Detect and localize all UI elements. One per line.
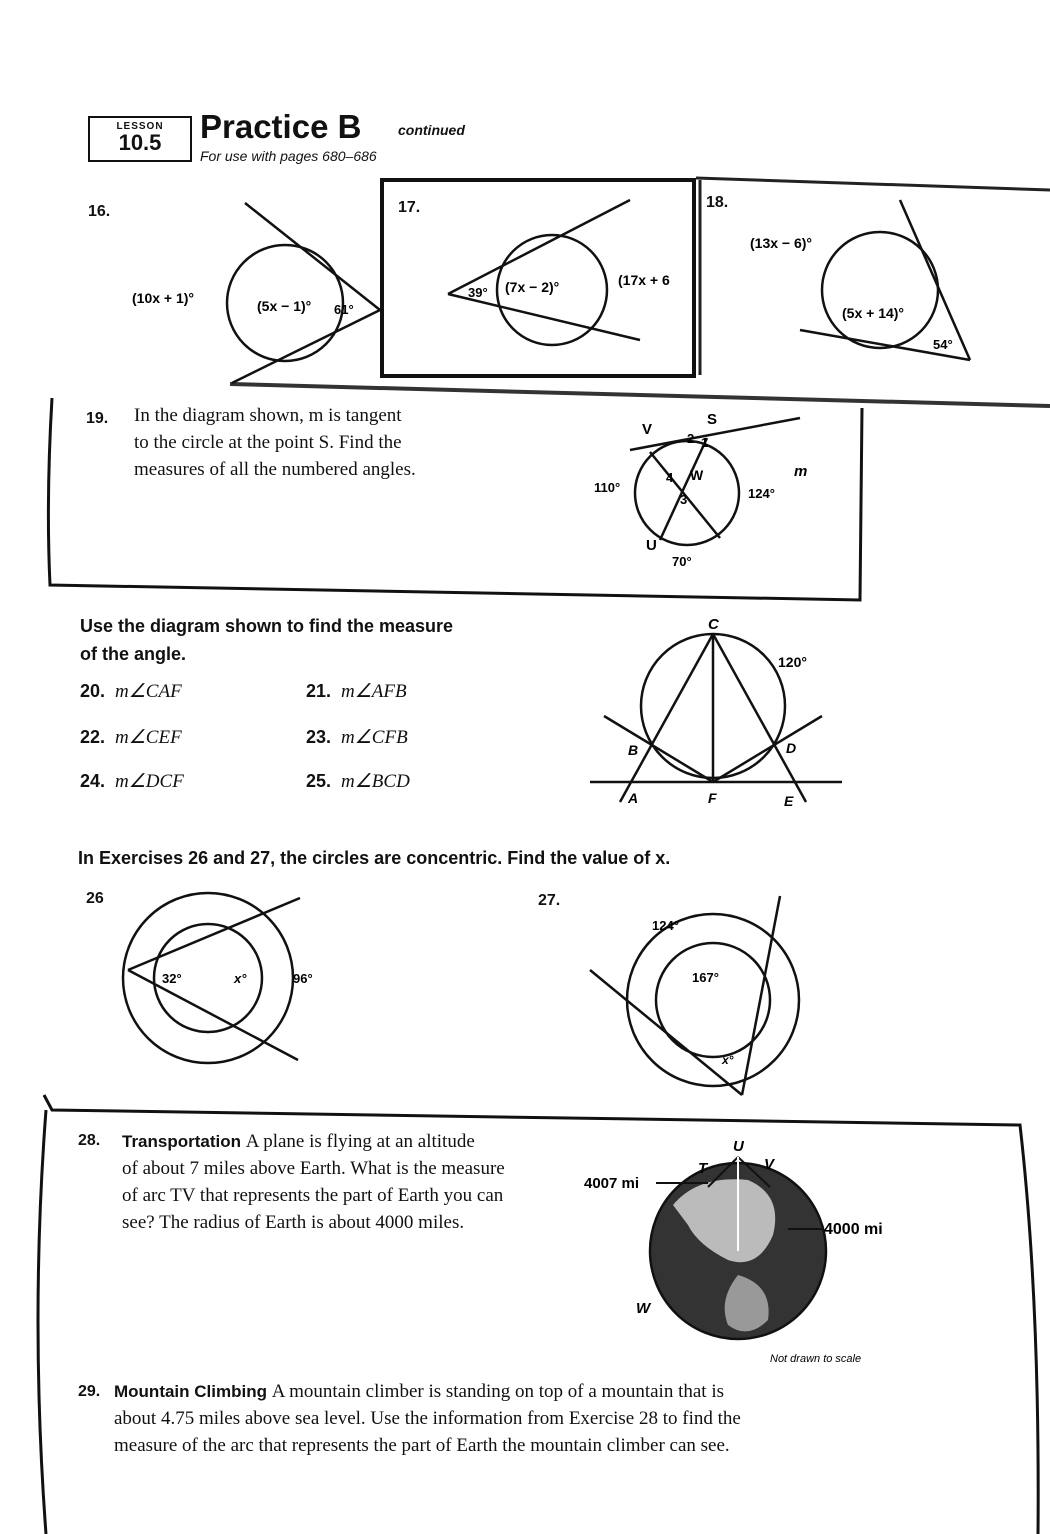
ex28-line: A plane is flying at an altitude: [245, 1131, 475, 1152]
ex17-arc-inner: (7x − 2)°: [505, 279, 560, 295]
ex29-line: measure of the arc that represents the part of Earth the mountain climber can see.: [114, 1435, 730, 1456]
ex22-text: m∠CEF: [115, 727, 182, 748]
ex20-label-e: E: [784, 793, 794, 809]
ex18-number: 18.: [706, 194, 729, 211]
ex23: [306, 726, 408, 749]
ex24-number: 24.: [80, 771, 106, 791]
ex19-diagram: [590, 400, 830, 580]
section20-instructions: [80, 612, 453, 668]
ex20-text: m∠CAF: [115, 681, 182, 702]
ex28-line: of about 7 miles above Earth. What is the measure: [122, 1158, 505, 1179]
ex29-text: [114, 1378, 864, 1459]
ex27-diagram: [580, 890, 820, 1100]
ex22: [80, 726, 182, 749]
ex17-arc-outer: (17x + 6: [618, 272, 670, 288]
lesson-label: LESSON: [116, 121, 164, 132]
ex23-text: m∠CFB: [341, 727, 408, 748]
ex28-dist-4000: 4000 mi: [824, 1221, 883, 1238]
ex19-angle-2: 2: [687, 431, 695, 446]
ex21-number: 21.: [306, 681, 332, 701]
ex28-line: of arc TV that represents the part of Earth you can: [122, 1185, 504, 1206]
ex29-heading: Mountain Climbing: [114, 1382, 267, 1401]
ex26-diagram: [110, 880, 330, 1080]
ex27-outer-circle: [627, 914, 799, 1086]
ex27-x: x°: [722, 1053, 734, 1067]
ex28-text: [122, 1128, 574, 1236]
ex21-text: m∠AFB: [341, 681, 407, 702]
ex28-number: 28.: [78, 1132, 101, 1149]
ex27-arc-inner: 167°: [692, 970, 719, 985]
ex19-arc-right: 124°: [748, 486, 775, 501]
ex20: [80, 680, 182, 703]
page-title: Practice B: [200, 108, 362, 145]
ex18-arc-top: (13x − 6)°: [750, 235, 813, 251]
ex16-number: 16.: [88, 203, 111, 220]
ex19-line: In the diagram shown, m is tangent: [134, 405, 402, 426]
ex26-angle: 32°: [162, 971, 182, 986]
ex18-arc-inner: (5x + 14)°: [842, 305, 905, 321]
ex28-label-u: U: [733, 1138, 744, 1155]
ex24: [80, 770, 184, 793]
lesson-number: 10.5: [118, 130, 162, 155]
ex27-tangent: [742, 896, 780, 1095]
concentric-instructions: In Exercises 26 and 27, the circles are concentric. Find the value of x.: [78, 848, 671, 868]
ex26-number: 26: [86, 890, 104, 907]
ex20-label-c: C: [708, 616, 719, 633]
ex28-note: Not drawn to scale: [770, 1353, 862, 1365]
ex19-label-m: m: [794, 463, 808, 480]
ex19-label-u: U: [646, 537, 657, 554]
ex21: [306, 680, 407, 703]
ex25-text: m∠BCD: [341, 771, 410, 792]
ex26-secant-top: [128, 898, 300, 970]
ex19-arc-bottom: 70°: [672, 554, 692, 569]
ex20-line-df: [713, 716, 822, 782]
ex20-number: 20.: [80, 681, 106, 701]
ex18-diagram: [740, 190, 980, 370]
ex27-arc-outer: 124°: [652, 918, 679, 933]
ex17-number: 17.: [398, 199, 421, 216]
ex20-line-bf: [604, 716, 713, 782]
ex19-number: 19.: [86, 410, 109, 427]
ex20-arc: 120°: [778, 654, 807, 670]
ex16-arc-inner: (5x − 1)°: [257, 298, 312, 314]
ex16-angle: 61°: [334, 302, 354, 317]
ex16-arc-outer: (10x + 1)°: [132, 290, 195, 306]
ex16-diagram: [120, 190, 390, 395]
ex29-number: 29.: [78, 1383, 101, 1400]
ex28-label-w: W: [636, 1300, 651, 1317]
ex28-line: see? The radius of Earth is about 4000 miles.: [122, 1212, 465, 1233]
ex19-chord-2: [660, 438, 707, 540]
ex19-line: to the circle at the point S. Find the: [134, 432, 402, 453]
ex26-outer-circle: [123, 893, 293, 1063]
ex23-number: 23.: [306, 727, 332, 747]
ex20-diagram: [580, 610, 850, 810]
ex26-x: x°: [234, 971, 247, 986]
ex28-heading: Transportation: [122, 1132, 242, 1151]
page-subtitle: For use with pages 680–686: [200, 148, 377, 164]
ex19-label-s: S: [707, 411, 718, 428]
ex19-angle-4: 4: [666, 470, 674, 485]
ex19-label-w: W: [690, 467, 704, 483]
ex19-angle-3: 3: [680, 492, 688, 507]
ex17-angle: 39°: [468, 285, 488, 300]
section20-line: of the angle.: [80, 644, 187, 664]
ex18-tangent: [900, 200, 970, 360]
ex24-text: m∠DCF: [115, 771, 184, 792]
ex16-secant-bottom: [232, 310, 380, 383]
ex17-diagram: [440, 190, 690, 360]
ex19-line: measures of all the numbered angles.: [134, 459, 416, 480]
ex28-diagram: [578, 1135, 908, 1370]
continued-label: continued: [398, 122, 465, 138]
ex26-secant-bottom: [128, 970, 298, 1060]
ex20-label-f: F: [708, 790, 717, 806]
ex27-number: 27.: [538, 892, 561, 909]
ex16-secant-top: [245, 203, 380, 310]
ex20-label-d: D: [786, 740, 797, 756]
ex28-label-t: T: [698, 1160, 708, 1177]
ex25: [306, 770, 410, 793]
ex29-line: about 4.75 miles above sea level. Use the information from Exercise 28 to find the: [114, 1408, 741, 1429]
ex28-box-left: [38, 1110, 46, 1534]
ex22-number: 22.: [80, 727, 106, 747]
ex17-secant-bottom: [448, 294, 640, 340]
ex18-angle: 54°: [933, 337, 953, 352]
ex19-arc-left: 110°: [594, 480, 621, 495]
section20-line: Use the diagram shown to find the measure: [80, 616, 454, 636]
ex20-label-a: A: [628, 790, 639, 806]
ex19-label-v: V: [642, 421, 653, 438]
ex20-label-b: B: [628, 742, 639, 758]
ex26-arc: 96°: [293, 971, 313, 986]
ex28-label-v: V: [764, 1156, 775, 1173]
ex18-top-line: [696, 178, 1050, 190]
ex27-secant: [590, 970, 742, 1095]
ex19-text: [134, 402, 416, 483]
ex25-number: 25.: [306, 771, 332, 791]
ex29-line: A mountain climber is standing on top of a mountain that is: [271, 1381, 724, 1402]
ex28-dist-4007: 4007 mi: [584, 1175, 640, 1192]
ex19-angle-1: 1: [701, 435, 709, 450]
